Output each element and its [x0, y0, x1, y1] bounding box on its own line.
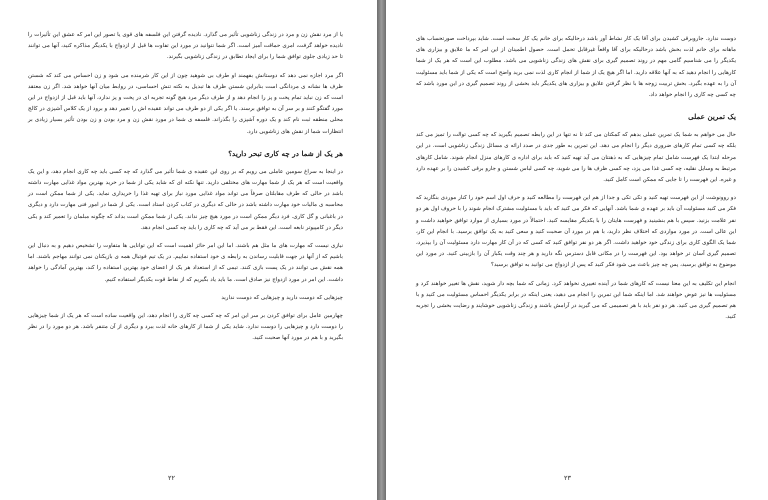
left-paragraph-1: یا از مرد نقش زن و مرد در زندگی زناشویی تأثیر می گذارد. نادیده گرفتن این فلسفه های قوی یا تصور این امر که عشق این تأثیرات را نادیده خواهد گرفت، امری حماقت آمیز است. اگر شما نتوانید در مورد این تفاوت ها قبل از ازدواج با یکدیگر مذاکره کنید، آنها می توانند تا حد زیادی جلوی توافق شما را برای ایجاد تطابق در زندگی زناشویی بگیرند.	[28, 32, 343, 61]
left-paragraph-3: در اینجا به سراغ سومین عاملی می رویم که بر روی این عقیده ی شما تأثیر می گذارد که چه کسی باید چه کاری انجام دهد، و این یک واقعیت است که هر یک از شما مهارت های مختلفی دارید. تنها نکته ای که شاید یکی از شما در خرید بهترین مواد غذایی مهارت داشته باشد در حالی که طرف مقابلتان صرفاً می تواند مواد غذایی مورد نیاز برای تهیه غذا را خریداری نماید. یکی از شما ممکن است در محاسبه ی مالیات خود مهارت داشته باشد در حالی که دیگری در کتاب کردن استاد است. یکی از شما در امور فنی مهارت دارد و دیگری در باغبانی و گل کاری. فرد دیگر ممکن است در مورد هیچ چیز نداند. یکی از شما ممکن است بداند که چگونه مبلمان را تعمیر کند و یکی دیگر در کامپیوتر نابغه است. این فقط بر می آید که چه کاری را باید چه کسی انجام دهد.	[28, 168, 343, 231]
left-paragraph-6: چهارمین عامل برای توافق کردن بر سر این امر که چه کسی چه کاری را انجام دهد، این واقعیت ساده است که هر یک از شما چیزهایی را دوست دارد و چیزهایی را دوست ندارد. شاید یکی از شما از کارهای خانه لذت ببرد و دیگری از آن متنفر باشد. هر دو مورد را در نظر بگیرید و با هم در مورد آنها صحبت کنید.	[28, 313, 343, 342]
left-book-page	[0, 0, 377, 500]
right-page-number: ۲۳	[564, 474, 571, 482]
left-section-heading: هر یک از شما در چه کاری تبحر دارید؟	[228, 148, 343, 158]
left-paragraph-2: اگر مرد اجازه نمی دهد که دوستانش بفهمند او طرف بی شوهید چون از این کار شرمنده می شود و زن احساس می کند که شستن ظرف ها نشانه ی مردانگی است بنابراین شستن ظرف ها تبدیل به نکته تنش احساسی، در روابط میان آنها خواهد شد. اگر زن معتقد است که زن نباید تمام پخت و پز را انجام دهد و از طرف دیگر مرد هیچ گونه تجربه ای در پخت و پز ندارد، آنها باید قبل از ازدواج در این مورد گفتگو کنند و بر سر آن به توافق برسند. یا اگر یکی از دو طرف می تواند عقیده اش را تغییر دهد و برود از یک کلاس آشپزی در کالج محلی منطقه ثبت نام کند و یک دوره آشپزی را بگذراند. فلسفه ی شما در مورد نقش زن و مرد بودن و زن بودن تأثیر بسیار زیادی بر انتظارات شما از نقش های زناشویی دارد.	[28, 72, 343, 135]
left-page-number: ۲۲	[168, 474, 175, 482]
right-paragraph-1: دوست ندارد. جاروبرقی کشیدن برای آقا یک کار نشاط آور باشد درحالیکه برای خانم یک کار سخت است. شاید بپرداخت صورتحساب های ماهانه برای خانم لذت بخش باشد درحالیکه برای آقا واقعاً غیرقابل تحمل است. حصول اطمینان از این امر که ما علایق و بیزاری های یکدیگر را می شناسیم گامی مهم در روند تصمیم گیری برای نقش های زندگی زناشویی می باشد. مطلوب این است که هر یک از شما کارهایی را انجام دهید که به آنها علاقه دارید. اما اگر هیچ یک از شما از انجام کاری لذت نمی برید واضح است که یکی از شما باید مسئولیت آن را به عهده بگیرد. بخش تربیت زوجه ها با نظر گرفتن علایق و بیزاری های یکدیگر باید بخشی از روند تصمیم گیری در این مورد باشد که چه کسی چه کاری را انجام خواهد داد.	[416, 36, 736, 99]
right-section-heading: یک تمرین عملی	[688, 112, 736, 122]
right-paragraph-2: حال می خواهم به شما یک تمرین عملی بدهم که کمکتان می کند تا نه تنها در این رابطه تصمیم بگیرید که چه کسی توالت را تمیز می کند بلکه چه کسی تمام کارهای ضروری دیگر را انجام می دهد. این تمرین به طور جدی در صدد ارائه ی مسائل زندگی زناشویی است. در این مرحله ابتدا یک فهرست شامل تمام چیزهایی که به ذهنتان می آید تهیه کنید که باید برای اداره ی کارهای منزل انجام شوند. شامل کارهای مرتبط به وسایل نقلیه، چه کسی غذا می پزد، چه کسی ظرف ها را می شوید، چه کسی لباس شستن و جارو برقی کشیدن را بر عهده دارد و غیره. این فهرست را تا جایی که ممکن است کامل کنید.	[416, 132, 736, 184]
left-paragraph-5: چیزهایی که دوست دارید و چیزهایی که دوست ندارید	[221, 294, 343, 301]
right-paragraph-3: دو روونوشت از این فهرست تهیه کنید و تکی تکی و جدا از هم این فهرست را مطالعه کنید و حرف اول اسم خود را کنار موردی بنگارید که فکر می کنید مسئولیت آن باید بر عهده ی شما باشد. آنهایی که فکر می کنید که باید با مسئولیت مشترک انجام شوند را با حروف اول هر دو نفر علامت بزنید. سپس با هم بنشینید و فهرست هایتان را با یکدیگر مقایسه کنید. احتمالاً در مورد بسیاری از موارد توافق خواهید داشت و این عالی است. در مورد مواردی که اختلاف نظر دارید، با هم در مورد آن صحبت کنید و سعی کنید به یک توافق برسید. با انجام این کار، شما یک الگوی کاری برای زندگی خود خواهید داشت. اگر هر دو نفر توافق کنید که کسی که در آن کار مهارت دارد مسئولیت آن را بپذیرد، تصمیم گیری آسان تر خواهد بود. این فهرست را در مکانی قابل دسترس نگه دارید و هر چند وقت یکبار آن را بازبینی کنید. در مورد این موضوع به توافق برسید، پس چه چیز باعث می شود فکر کنید که پس از ازدواج می توانید به توافق برسید؟	[416, 195, 736, 269]
right-paragraph-4: انجام این تکلیف به این معنا نیست که کارهای شما در آینده تغییری نخواهد کرد. زمانی که شما بچه دار شوید، نقش ها تغییر خواهند کرد و مسئولیت ها نیز عوض خواهند شد. اما اینکه شما این تمرین را انجام می دهید، یعنی اینکه در برابر یکدیگر احساس مسئولیت می کنید و با هم تصمیم گیری می کنید. هر دو نفر باید با هر تصمیمی که می گیرید در آرامش باشند و زندگی زناشویی خوشایند و رضایت بخشی را تجربه کنید.	[416, 280, 736, 321]
right-book-page	[386, 0, 768, 500]
left-paragraph-4: نیازی نیست که مهارت های ما مثل هم باشند. اما این امر حائز اهمیت است که این توانایی ها متفاوت را تشخیص دهیم و به دنبال این باشیم که از آنها در جهت قابلیت رساندن به رابطه ی خود استفاده نماییم. در یک تیم فوتبال همه ی بازیکنان نمی توانند مهاجم باشند. اما همه نقش می توانند در یک پست بازی کنند. تیمی که از استعداد هر یک از اعضای خود بهترین استفاده را کند، بهترین آمادگی را خواهد داشت. این امر در مورد ازدواج نیز صادق است. ما باید یاد بگیریم که از نقاط قوت یکدیگر استفاده کنیم.	[28, 243, 343, 283]
book-spine-divider	[377, 0, 386, 500]
